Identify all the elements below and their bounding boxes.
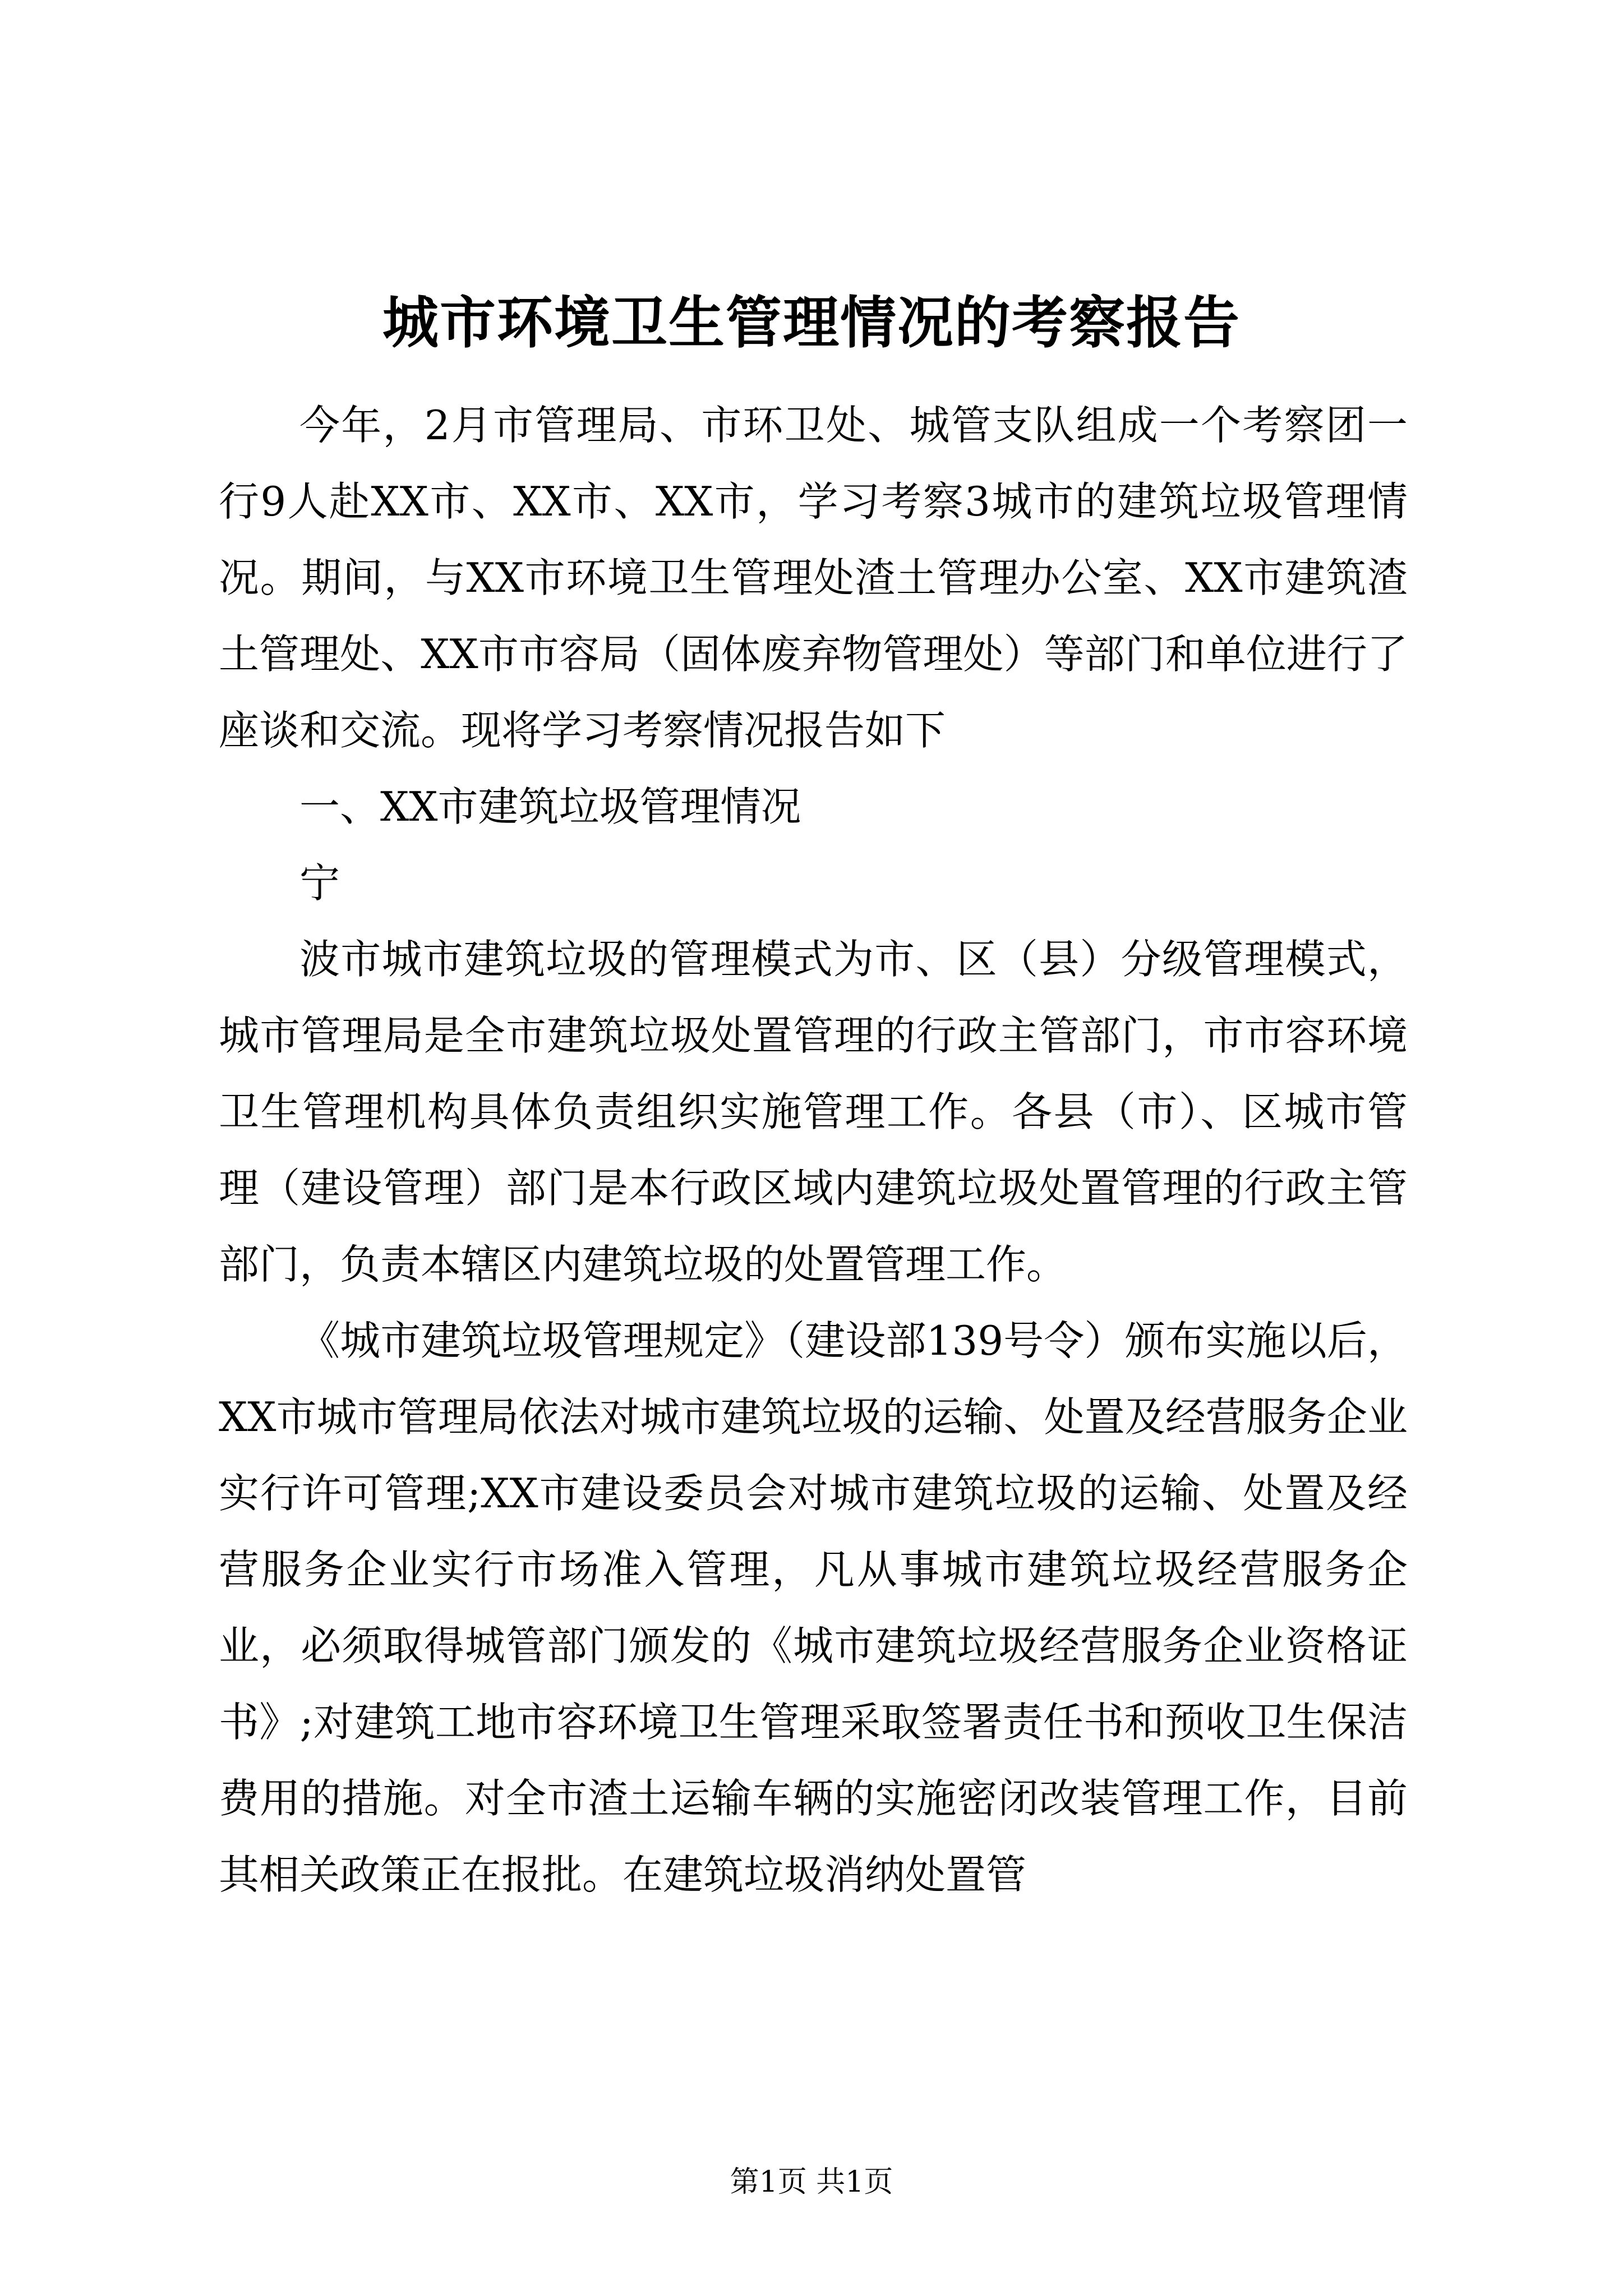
document-body [219,387,1408,1913]
document-title: 城市环境卫生管理情况的考察报告 [382,289,1241,356]
paragraph-regulations: 《城市建筑垃圾管理规定》（建设部139号令）颁布实施以后，XX市城市管理局依法对城市建筑垃圾的运输、处置及经营服务企业实行许可管理;XX市建设委员会对城市建筑垃圾的运输、处置及经营服务企业实行市场准入管理，凡从事城市建筑垃圾经营服务企业，必须取得城管部门颁发的《城市建筑垃圾经营服务企业资格证书》;对建筑工地市容环境卫生管理采取签署责任书和预收卫生保洁费用的措施。对全市渣土运输车辆的实施密闭改装管理工作，目前其相关政策正在报批。在建筑垃圾消纳处置管 [219,1317,1408,1898]
paragraph-management-mode: 波市城市建筑垃圾的管理模式为市、区（县）分级管理模式，城市管理局是全市建筑垃圾处置管理的行政主管部门，市市容环境卫生管理机构具体负责组织实施管理工作。各县（市）、区城市管理（建设管理）部门是本行政区域内建筑垃圾处置管理的行政主管部门，负责本辖区内建筑垃圾的处置管理工作。 [219,936,1408,1288]
section-heading: 一、XX市建筑垃圾管理情况 [299,783,801,830]
paragraph-intro: 今年，2月市管理局、市环卫处、城管支队组成一个考察团一行9人赴XX市、XX市、XX市，学习考察3城市的建筑垃圾管理情况。期间，与XX市环境卫生管理处渣土管理办公室、XX市建筑渣土管理处、XX市市容局（固体废弃物管理处）等部门和单位进行了座谈和交流。现将学习考察情况报告如下 [219,402,1408,754]
page-footer: 第1页 共1页 [730,2165,893,2199]
paragraph-fragment: 宁 [299,859,340,907]
